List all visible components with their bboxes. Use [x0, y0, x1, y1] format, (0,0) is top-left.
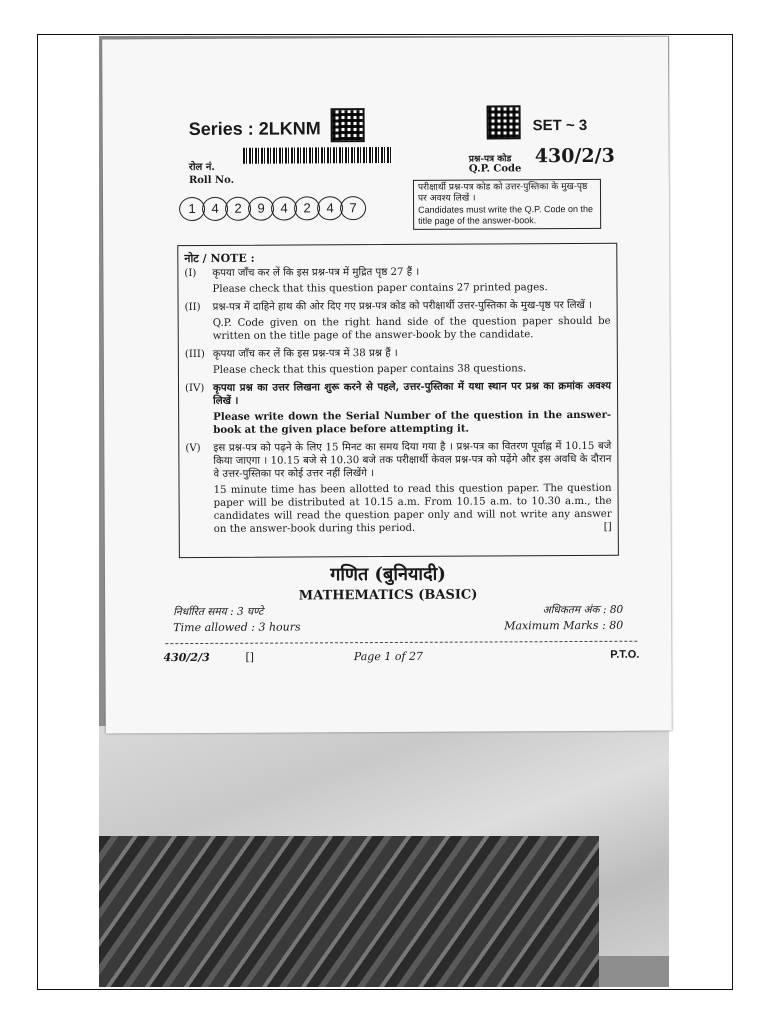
roll-number [179, 196, 363, 221]
qr-code-icon [487, 105, 521, 139]
time-allowed: Time allowed : 3 hours [173, 620, 301, 635]
qp-label: Q.P. Code [468, 163, 522, 175]
qp-instruction-hindi: परीक्षार्थी प्रश्न-पत्र कोड को उत्तर-पुस्तिका के मुख-पृष्ठ पर अवश्य लिखें । [417, 181, 588, 204]
note-text-hindi: कृपया जाँच कर लें कि इस प्रश्न-पत्र में 38 प्रश्न हैं । [212, 347, 398, 360]
note-text: Please check that this question paper contains 38 questions. [212, 363, 527, 376]
note-number: (III) [184, 348, 205, 361]
note-item [185, 440, 612, 539]
set-label: SET ~ 3 [532, 116, 588, 135]
footer-code: 430/2/3 [163, 650, 210, 665]
qp-code: 430/2/3 [534, 144, 615, 168]
note-text: 15 minute time has been allotted to read this question paper. The question paper will be distributed at 10.15 a.m. From 10.15 a.m. to 10.30 a.m., the candidates will read the question paper only and will not write any answer on the answer-book during this period. [213, 482, 612, 535]
roll-digit: 9 [248, 197, 274, 221]
pto-label: P.T.O. [610, 648, 640, 661]
roll-digit: 4 [317, 196, 343, 220]
exam-paper [102, 37, 672, 734]
note-number: (IV) [184, 382, 205, 395]
qp-label-hindi: प्रश्न-पत्र कोड [468, 154, 512, 165]
series-label: Series : 2LKNM [188, 118, 321, 140]
roll-digit: 2 [225, 197, 251, 221]
note-number: (V) [185, 442, 201, 455]
note-text-hindi: कृपया प्रश्न का उत्तर लिखना शुरू करने से पहले, उत्तर-पुस्तिका में यथा स्थान पर प्रश्न का क्रमांक अवश्य लिखें । [212, 379, 612, 407]
note-bracket: [] [603, 521, 612, 533]
qr-code-icon [331, 108, 365, 142]
note-item [185, 299, 611, 346]
barcode-icon [243, 147, 393, 164]
note-text-hindi: इस प्रश्न-पत्र को पढ़ने के लिए 15 मिनट का समय दिया गया है । प्रश्न-पत्र का वितरण पूर्वाह्न में 10.15 बजे किया जाएगा । 10.15 बजे से 10.30 बजे तक परीक्षार्थी केवल प्रश्न-पत्र को पढ़ेंगे और इस अवधि के दौरान वे उत्तर-पुस्तिका पर कोई उत्तर नहीं लिखेंगे । [213, 440, 612, 480]
roll-label: Roll No. [188, 174, 235, 187]
note-number: (I) [184, 267, 197, 280]
note-item [185, 346, 611, 380]
note-item [185, 380, 611, 440]
footer-bracket: [] [245, 650, 255, 664]
time-allowed-hindi: निर्धारित समय : 3 घण्टे [173, 605, 264, 619]
note-text: Please check that this question paper contains 27 printed pages. [212, 282, 548, 295]
page-number: Page 1 of 27 [353, 649, 424, 664]
subject-title: MATHEMATICS (BASIC) [298, 587, 478, 604]
note-item [184, 265, 610, 299]
note-text-hindi: कृपया जाँच कर लें कि इस प्रश्न-पत्र में मुद्रित पृष्ठ 27 हैं । [212, 266, 420, 279]
max-marks: Maximum Marks : 80 [504, 618, 624, 633]
qp-instruction: Candidates must write the Q.P. Code on the title page of the answer-book. [418, 203, 594, 226]
roll-label-hindi: रोल नं. [188, 161, 215, 174]
footer-divider [165, 641, 637, 644]
note-box [177, 243, 619, 558]
qp-instruction-box [413, 179, 601, 230]
roll-digit: 4 [271, 196, 297, 220]
roll-digit: 1 [179, 197, 205, 221]
note-title: नोट / NOTE : [184, 251, 255, 266]
note-text: Q.P. Code given on the right hand side of the question paper should be written on the title page of the answer-book by the candidate. [212, 315, 611, 342]
roll-digit: 4 [202, 197, 228, 221]
note-text: Please write down the Serial Number of the question in the answer-book at the given place before attempting it. [213, 408, 612, 436]
roll-digit: 7 [340, 196, 366, 220]
subject-title-hindi: गणित (बुनियादी) [330, 563, 446, 586]
note-text-hindi: प्रश्न-पत्र में दाहिने हाथ की ओर दिए गए प्रश्न-पत्र कोड को परीक्षार्थी उत्तर-पुस्तिका के मुख-पृष्ठ पर लिखें । [212, 299, 592, 313]
patterned-cloth [99, 836, 599, 987]
roll-digit: 2 [294, 196, 320, 220]
note-number: (II) [184, 301, 201, 314]
max-marks-hindi: अधिकतम अंक : 80 [542, 603, 624, 617]
